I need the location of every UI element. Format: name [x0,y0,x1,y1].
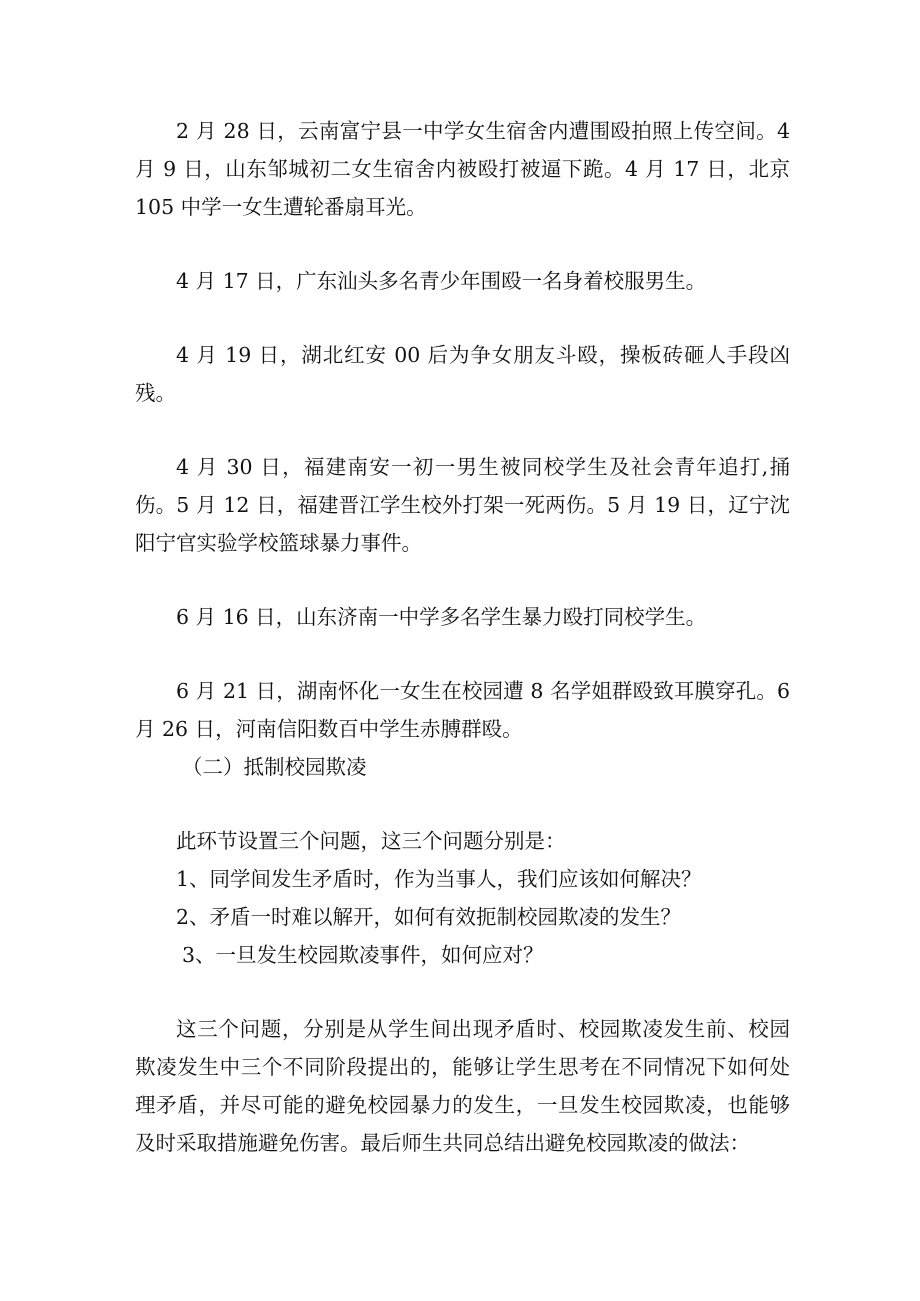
summary-paragraph: 这三个问题，分别是从学生间出现矛盾时、校园欺凌发生前、校园欺凌发生中三个不同阶段提出的，能够让学生思考在不同情况下如何处理矛盾，并尽可能的避免校园暴力的发生，一旦发生校园欺凌，也能够及时采取措施避免伤害。最后师生共同总结出避免校园欺凌的做法： [135,1017,790,1155]
intro-text: 此环节设置三个问题，这三个问题分别是： [176,829,566,853]
paragraph-incident-hongan: 4 月 19 日，湖北红安 00 后为争女朋友斗殴，操板砖砸人手段凶残。 [135,343,790,405]
document-body [135,112,790,1162]
paragraph-incident-shantou: 4 月 17 日，广东汕头多名青少年围殴一名身着校服男生。 [176,269,707,293]
paragraph-incidents-apr-may: 4 月 30 日，福建南安一初一男生被同校学生及社会青年追打,捅伤。5 月 12 日，福建晋江学生校外打架一死两伤。5 月 19 日，辽宁沈阳宁官实验学校篮球暴力事件。 [135,455,790,555]
paragraph-incidents-feb-apr: 2 月 28 日，云南富宁县一中学女生宿舍内遭围殴拍照上传空间。4 月 9 日，山东邹城初二女生宿舍内被殴打被逼下跪。4 月 17 日，北京 105 中学一女生遭轮番扇耳光。 [135,119,790,219]
paragraph-incident-jinan: 6 月 16 日，山东济南一中学多名学生暴力殴打同校学生。 [176,605,707,629]
paragraph-incidents-june: 6 月 21 日，湖南怀化一女生在校园遭 8 名学姐群殴致耳膜穿孔。6 月 26 日，河南信阳数百中学生赤膊群殴。 [135,679,790,741]
section-heading: （二）抵制校园欺凌 [182,755,367,779]
question-item-2: 2、矛盾一时难以解开，如何有效扼制校园欺凌的发生？ [176,905,682,929]
question-item-3: 3、一旦发生校园欺凌事件，如何应对？ [182,943,544,967]
question-item-1: 1、同学间发生矛盾时，作为当事人，我们应该如何解决？ [176,867,702,891]
